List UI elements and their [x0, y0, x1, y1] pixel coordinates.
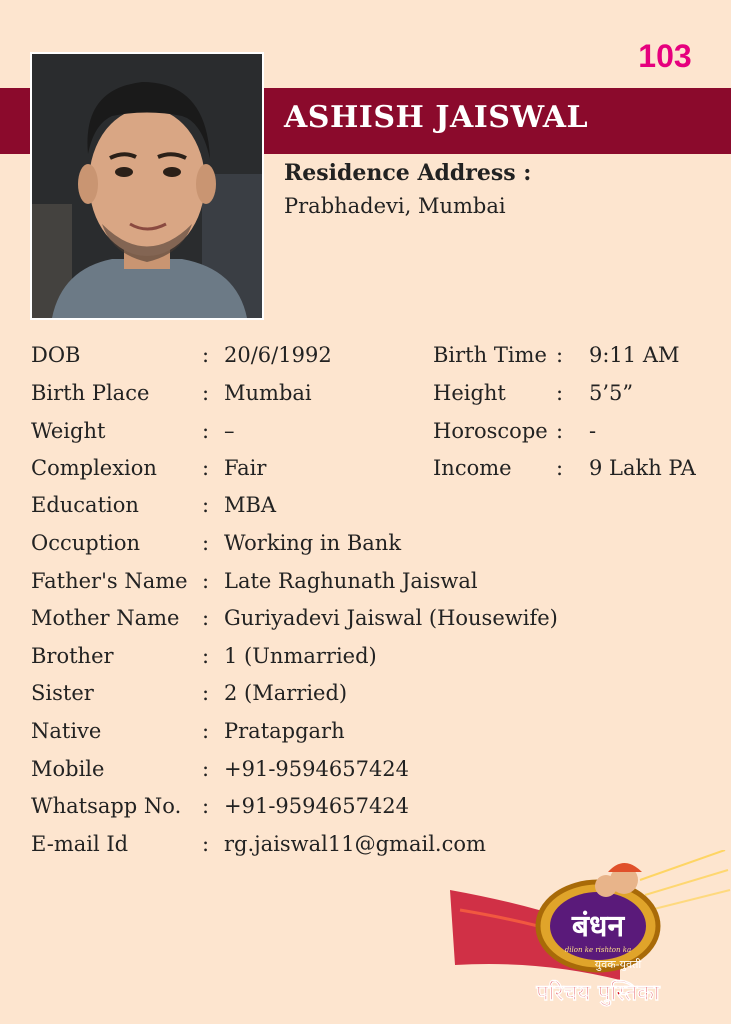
- logo-footer: परिचय पुस्तिका: [536, 981, 660, 1006]
- field-value: +91-9594657424: [224, 794, 410, 818]
- field-label: Mother Name: [31, 606, 180, 630]
- field-separator: :: [202, 681, 210, 705]
- field-separator: :: [202, 531, 210, 555]
- field-separator: :: [556, 343, 564, 367]
- field-value: –: [224, 419, 235, 443]
- field-label: Birth Place: [31, 381, 150, 405]
- field-separator: :: [202, 456, 210, 480]
- field-label: E-mail Id: [31, 832, 129, 856]
- field-label: Native: [31, 719, 102, 743]
- field-separator: :: [202, 757, 210, 781]
- field-value: 9:11 AM: [589, 343, 680, 367]
- person-portrait-icon: [32, 54, 262, 318]
- field-separator: :: [202, 381, 210, 405]
- field-separator: :: [556, 381, 564, 405]
- field-separator: :: [202, 832, 210, 856]
- field-value: 5’5”: [589, 381, 634, 405]
- field-value: Guriyadevi Jaiswal (Housewife): [224, 606, 558, 630]
- field-value: rg.jaiswal11@gmail.com: [224, 832, 486, 856]
- field-label: Birth Time: [433, 343, 547, 367]
- field-separator: :: [202, 644, 210, 668]
- field-value: Fair: [224, 456, 267, 480]
- field-value: Pratapgarh: [224, 719, 345, 743]
- field-separator: :: [202, 343, 210, 367]
- field-value: -: [589, 419, 597, 443]
- bride-figure-icon: [595, 875, 617, 897]
- field-separator: :: [202, 419, 210, 443]
- field-value: MBA: [224, 493, 277, 517]
- field-value: 2 (Married): [224, 681, 348, 705]
- field-separator: :: [202, 719, 210, 743]
- residence-address-value: Prabhadevi, Mumbai: [284, 194, 506, 218]
- field-separator: :: [202, 606, 210, 630]
- field-label: Complexion: [31, 456, 157, 480]
- field-value: Mumbai: [224, 381, 312, 405]
- field-label: Whatsapp No.: [31, 794, 182, 818]
- logo-tagline: dilon ke rishton ka: [564, 946, 632, 954]
- field-label: Mobile: [31, 757, 105, 781]
- person-name: ASHISH JAISWAL: [284, 100, 589, 135]
- field-label: Occuption: [31, 531, 141, 555]
- field-value: Working in Bank: [224, 531, 402, 555]
- field-value: 1 (Unmarried): [224, 644, 377, 668]
- field-label: Income: [433, 456, 512, 480]
- field-label: Horoscope: [433, 419, 548, 443]
- page-number: 103: [638, 38, 692, 74]
- field-label: Height: [433, 381, 506, 405]
- profile-photo: [30, 52, 264, 320]
- field-label: DOB: [31, 343, 81, 367]
- field-label: Father's Name: [31, 569, 188, 593]
- logo-subtitle: युवक-युवती: [594, 958, 642, 971]
- field-value: 9 Lakh PA: [589, 456, 696, 480]
- field-separator: :: [202, 493, 210, 517]
- field-value: +91-9594657424: [224, 757, 410, 781]
- field-label: Weight: [31, 419, 106, 443]
- field-label: Brother: [31, 644, 114, 668]
- bandhan-logo: [440, 850, 731, 1024]
- field-separator: :: [202, 569, 210, 593]
- field-label: Sister: [31, 681, 94, 705]
- field-separator: :: [202, 794, 210, 818]
- field-label: Education: [31, 493, 139, 517]
- field-value: 20/6/1992: [224, 343, 332, 367]
- field-separator: :: [556, 456, 564, 480]
- residence-address-label: Residence Address :: [284, 160, 532, 186]
- field-separator: :: [556, 419, 564, 443]
- field-value: Late Raghunath Jaiswal: [224, 569, 478, 593]
- logo-title: बंधन: [571, 909, 625, 944]
